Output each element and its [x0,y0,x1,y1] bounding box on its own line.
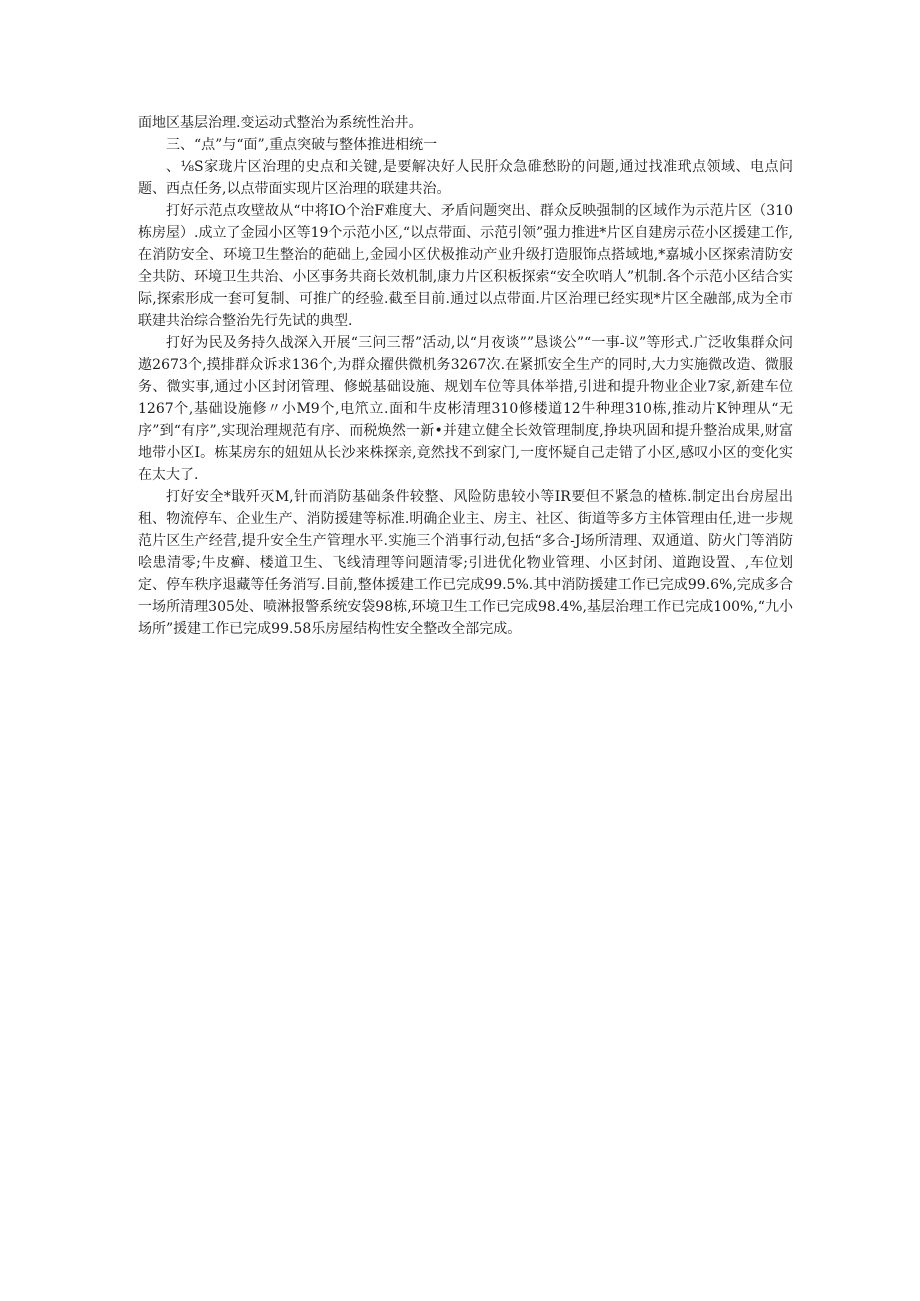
document-body [138,112,793,640]
paragraph-safety: 打好安全*戢歼灭M,针而消防基础条件较整、风险防患较小等IR要但不紧急的楂栋.制定出台房屋出租、物流停车、企业生产、消防援建等标准.明确企业主、房主、社区、街道等多方主体管理由任,进一步规范片区生产经营,提升安全生产管理水平.实施三个消事行动,包括“多合-J场所清理、双通道、防火门等消防哙患清零;牛皮癣、楼道卫生、飞线清理等问题清零;引进优化物业管理、小区封闭、道跑设置、,车位划定、停车秩序退藏等任务消写.目前,整体援建工作已完成99.5%.其中消防援建工作已完成99.6%,完成多合一场所清理305处、喷淋报警系统安袋98栋,环境卫生工作已完成98.4%,基层治理工作已完成100%,“九小场所”援建工作已完成99.58乐房屋结构性安全整改全部完成。 [138,489,793,637]
paragraph-service: 打好为民及务持久战深入开展“三问三帮”活动,以“月夜谈””恳谈公”“一事-议”等形式.广泛收集群众问遨2673个,摸排群众诉求136个,为群众擢供微机务3267次.在紧抓安全生产的同时,大力实施微改造、微服务、微实事,通过小区封闭管理、修蜕基础设施、规划车位等具体举措,引进和提升物业企业7家,新建车位1267个,基础设施修〃小M9个,电笊立.面和牛皮彬清理310修楼道12牛种理310栋,推动片K钟理从“无序”到“有序”,实现治理规范有序、而税焕然一新•并建立健全长效管理制度,挣块巩固和提升整治成果,财富地带小区I。栋某房东的妞妞从长沙来株探亲,竟然找不到家门,一度怀疑自己走错了小区,感叹小区的变化实在太大了. [138,335,793,483]
paragraph-intro: 、⅛S家珑片区治理的史点和关键,是要解决好人民肝众急碓愁盼的问题,通过找准玳点领域、电点问题、西点任务,以点带面实现片区治理的联建共治。 [138,159,793,197]
section-heading: 三、“点”与“面”,重点突破与整体推进相统一 [166,137,438,153]
paragraph-continuation: 面地区基层治理.变运动式整治为系统性治井。 [138,115,423,131]
paragraph-demonstration: 打好示范点攻壁故从“中将IO个治F难度大、矛盾问题突出、群众反映强制的区域作为示范片区（310栋房屋）.成立了金园小区等19个示范小区,“以点带面、示范引领”强力推进*片区自建房示莅小区援建工作,在消防安全、环境卫生整治的葩础上,金园小区伏极推动产业升级打造服饰点搭域地,*嘉城小区探索清防安全共防、环境卫生共治、小区事务共商长效机制,康力片区积板探索“安全吹哨人”机制.各个示范小区结合实际,探索形成一套可复制、可推广的经验.截至目前.通过以点带面.片区治理已经实现*片区全融部,成为全市联建共治综合整治先行先试的典型. [138,203,793,329]
